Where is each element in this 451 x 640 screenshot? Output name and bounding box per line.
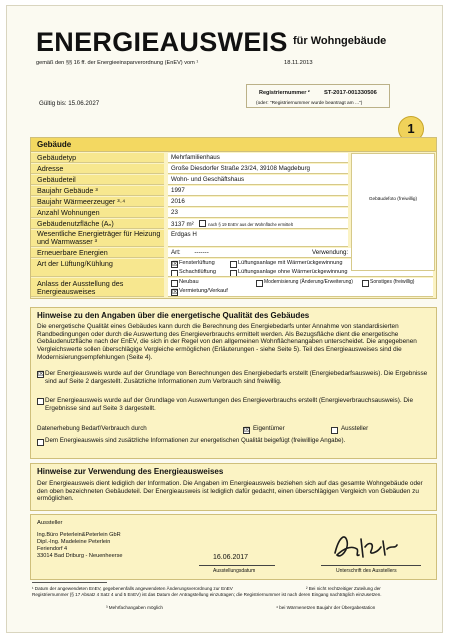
row-label-renewables: Erneuerbare Energien [31, 248, 164, 258]
registration-note: (oder: "Registriernummer wurde beantragt am ...") [256, 101, 363, 106]
row-label-construction-year: Baujahr Gebäude ³ [31, 186, 164, 196]
signature-line [321, 565, 421, 566]
issuer-line-3: Feriendorf 4 [37, 546, 68, 552]
valid-until: Gültig bis: 15.06.2027 [39, 100, 100, 107]
row-label-ventilation: Art der Lüftung/Kühlung [31, 259, 164, 277]
reason-new-building-checkbox[interactable] [171, 280, 178, 287]
law-date: 18.11.2013 [284, 60, 313, 66]
area-note: nach § 19 EnEV aus der Wohnfläche ermittelt [208, 222, 293, 227]
reason-modernisation-label: Modernisierung (Änderung/Erweiterung) [264, 279, 353, 285]
demand-option-text: Der Energieausweis wurde auf der Grundlage von Berechnungen des Energiebedarfs erstellt (Energiebedarfsausweis). Die Ergebnisse sind auf Seite 2 dargestellt. Zusätzliche Informationen zum Verbrauch sind freiwillig. [45, 370, 428, 385]
ventilation-no-recovery-label: Lüftungsanlage ohne Wärmerückgewinnung [238, 269, 348, 275]
consumption-option-text: Der Energieausweis wurde auf der Grundlage von Auswertungen des Energieverbrauchs erstellt (Energieverbrauchsausweis). Die Ergebnisse sind auf Seite 3 dargestellt. [45, 397, 414, 412]
row-value-floor-area [168, 219, 348, 229]
data-collection-label: Datenerhebung Bedarf/Verbrauch durch [37, 425, 147, 432]
certificate-subtitle: für Wohngebäude [293, 35, 387, 47]
row-value-building-type: Mehrfamilienhaus [168, 153, 348, 163]
building-photo-caption: Gebäudefoto (freiwillig) [368, 196, 418, 201]
renewable-type-label: Art: [171, 249, 181, 256]
issuer-line-4: 33014 Bad Driburg - Neuenheerse [37, 553, 123, 559]
reason-new-building-label: Neubau [179, 279, 199, 285]
footnote-1b: Registriernummer (§ 17 Absatz 4 Satz 4 und 5 EnEV) ist das Datum der Antragstellung einzutragen; die Registriernummer ist nach deren Eingang nachträglich einzusetzen. [32, 592, 382, 597]
area-note-checkbox[interactable] [199, 220, 206, 227]
owner-checkbox[interactable]: ☒ [244, 427, 251, 434]
renewable-usage-label: Verwendung: [312, 249, 349, 256]
renewable-type-dash: ------- [194, 249, 209, 256]
registration-label: Registriernummer ² [259, 90, 310, 96]
issue-date-label: Ausstellungsdatum [213, 568, 256, 574]
building-panel-header [31, 138, 436, 152]
row-value-apartments: 23 [168, 208, 348, 218]
row-value-reason [168, 278, 433, 297]
reason-other-checkbox[interactable] [362, 280, 369, 287]
row-label-energy-carrier: Wesentliche Energieträger für Heizung und Warmwasser ³ [31, 230, 164, 247]
hints-section-title: Hinweise zu den Angaben über die energetische Qualität des Gebäudes [37, 311, 310, 320]
row-value-construction-year: 1997 [168, 186, 348, 196]
row-label-heater-year: Baujahr Wärmeerzeuger ³·⁴ [31, 197, 164, 207]
issue-date-line [199, 565, 275, 566]
row-label-floor-area: Gebäudenutzfläche (Aₙ) [31, 219, 164, 229]
issuer-label: Aussteller [37, 520, 63, 526]
ventilation-heat-recovery-label: Lüftungsanlage mit Wärmerückgewinnung [238, 260, 343, 266]
issuer-panel [30, 514, 437, 580]
usage-panel [30, 463, 437, 511]
page-number-badge: 1 [398, 116, 424, 142]
reason-modernisation-checkbox[interactable] [256, 280, 263, 287]
reason-rental-sale-label: Vermietung/Verkauf [179, 288, 228, 294]
ventilation-window-checkbox[interactable]: ☒ [172, 261, 179, 268]
row-label-address: Adresse [31, 164, 164, 174]
floor-area-value: 3137 m² [171, 221, 194, 228]
building-section-title: Gebäude [37, 140, 72, 149]
issuer-data-label: Aussteller [341, 425, 369, 432]
ventilation-window-label: Fensterlüftung [179, 260, 215, 266]
signature-label: Unterschrift des Ausstellers [336, 568, 397, 574]
row-label-apartments: Anzahl Wohnungen [31, 208, 164, 218]
footnote-3: ³ Mehrfachangaben möglich [106, 605, 163, 610]
row-value-heater-year: 2016 [168, 197, 348, 207]
row-label-building-type: Gebäudetyp [31, 153, 164, 163]
building-photo-placeholder [351, 153, 435, 271]
signature-image [331, 529, 401, 563]
row-label-reason: Anlass der Ausstellung des Energieausweises [31, 278, 164, 297]
issuer-data-checkbox[interactable] [331, 427, 338, 434]
hints-intro: Die energetische Qualität eines Gebäudes kann durch die Berechnung des Energiebedarfs unter Annahme von standardisierten Randbedingungen oder durch die Auswertung des Energieverbrauchs ermittelt werden. Als Bezugsfläche dient die energetische Gebäudenutzfläche nach der EnEV, die sich in der Regel von den allgemeinen Wohnflächenangaben unterscheidet. Die angegebenen Vergleichswerte sollen überschlägige Vergleiche ermöglichen (Erläuterungen - siehe Seite 5). Teil des Energieausweises sind die Modernisierungsempfehlungen (Seite 4). [37, 323, 417, 361]
footnote-divider [32, 582, 107, 583]
reason-rental-sale-checkbox[interactable]: ☒ [172, 289, 179, 296]
consumption-option-checkbox[interactable] [37, 398, 44, 405]
certificate-title: ENERGIEAUSWEIS [36, 27, 288, 57]
extra-info-checkbox[interactable] [37, 439, 44, 446]
ventilation-shaft-label: Schachtlüftung [179, 269, 217, 275]
extra-info-text: Dem Energieausweis sind zusätzliche Informationen zur energetischen Qualität beigefügt (freiwillige Angabe). [45, 437, 346, 444]
footnote-4: ⁴ bei Wärmenetzen Baujahr der Übergabestation [276, 605, 376, 610]
row-value-address: Große Diesdorfer Straße 23/24, 39108 Magdeburg [168, 164, 348, 174]
owner-label: Eigentümer [253, 425, 285, 432]
certificate-page [6, 5, 443, 633]
usage-text: Der Energieausweis dient lediglich der Information. Die Angaben im Energieausweis beziehen sich auf das gesamte Wohngebäude oder den oben bezeichneten Gebäudeteil. Der Energieausweis ist lediglich dafür gedacht, einen überschlägigen Vergleich von Gebäuden zu ermöglichen. [37, 480, 423, 503]
row-value-building-part: Wohn- und Geschäftshaus [168, 175, 348, 185]
building-panel [30, 137, 437, 299]
registration-number: ST-2017-001330506 [324, 90, 377, 96]
ventilation-shaft-checkbox[interactable] [171, 270, 178, 277]
footnote-1: ¹ Datum der angewendeten EnEV, gegebenenfalls angewendeten Änderungsverordnung zur EnEV [32, 586, 233, 591]
issuer-line-2: Dipl.-Ing. Madeleine Peterlein [37, 539, 111, 545]
law-reference: gemäß den §§ 16 ff. der Energieeinsparverordnung (EnEV) vom ¹ [36, 60, 199, 66]
footnote-2: ² Bei nicht rechtzeitiger Zuteilung der [306, 586, 381, 591]
ventilation-no-recovery-checkbox[interactable] [230, 270, 237, 277]
issuer-line-1: Ing.Büro Peterlein&Peterlein GbR [37, 532, 121, 538]
reason-other-label: Sonstiges (freiwillig) [370, 279, 415, 285]
issue-date: 16.06.2017 [213, 554, 249, 561]
usage-section-title: Hinweise zur Verwendung des Energieausweises [37, 467, 224, 476]
ventilation-heat-recovery-checkbox[interactable] [230, 261, 237, 268]
hints-panel [30, 307, 437, 459]
row-value-energy-carrier: Erdgas H [168, 230, 348, 247]
row-label-building-part: Gebäudeteil [31, 175, 164, 185]
demand-option-checkbox[interactable]: ☒ [38, 371, 45, 378]
